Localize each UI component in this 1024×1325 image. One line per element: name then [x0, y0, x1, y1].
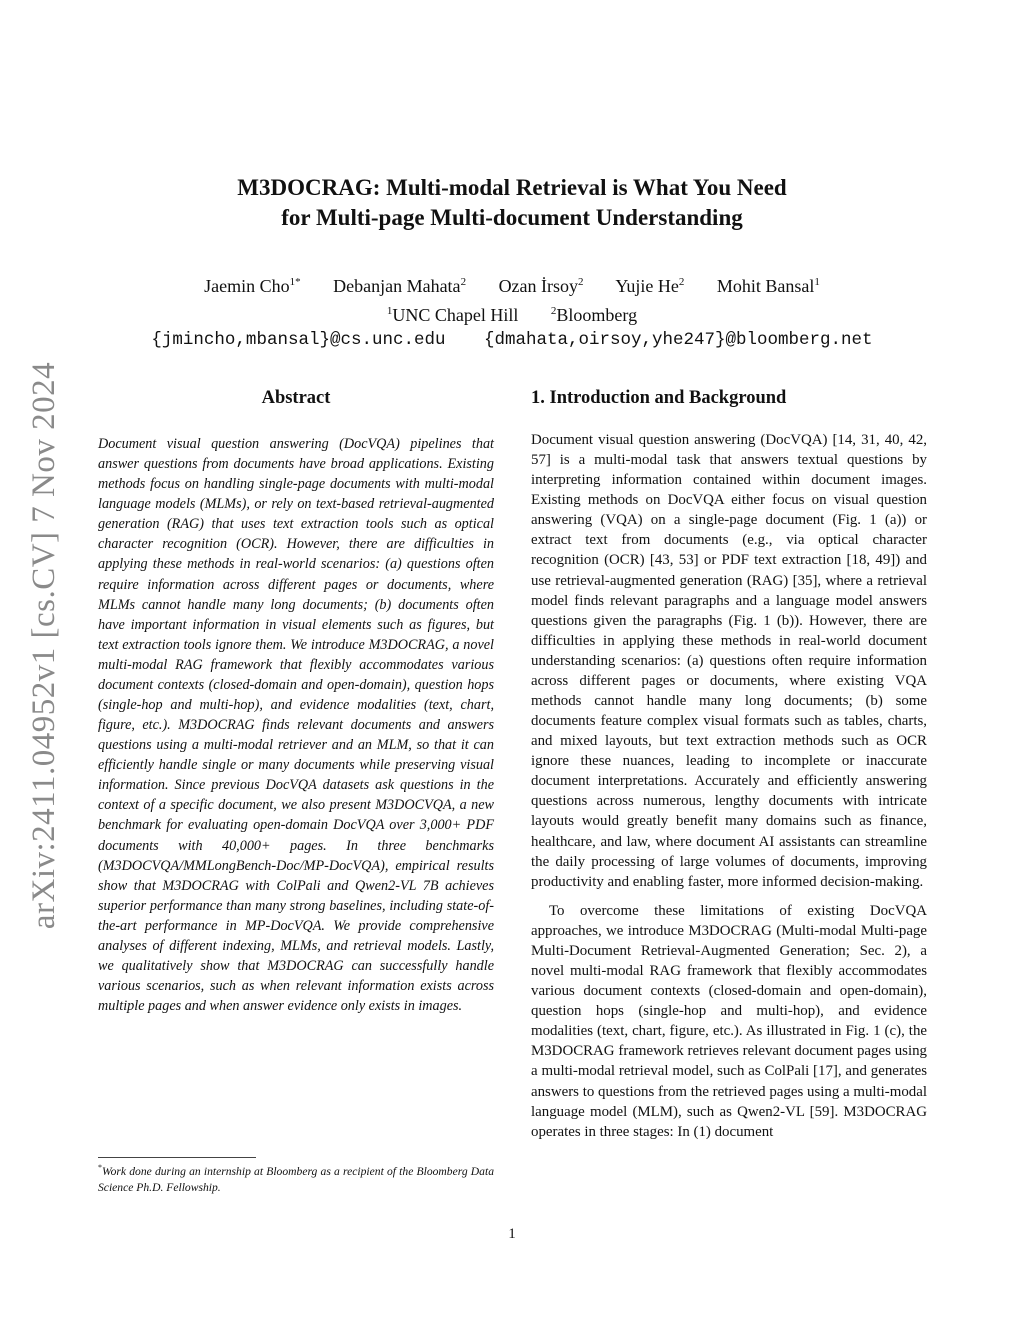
- footnote: [98, 1160, 494, 1197]
- affiliation-mark: 2: [550, 305, 557, 317]
- author-list: [80, 270, 944, 299]
- author-affiliation-mark: 2: [460, 276, 467, 288]
- affiliation-name: UNC Chapel Hill: [392, 305, 519, 325]
- paper-title: [80, 173, 944, 233]
- abstract-column: [98, 384, 494, 1016]
- footnote-marker: *: [98, 1163, 102, 1172]
- author-name: Mohit Bansal: [716, 276, 815, 296]
- affiliation-list: [80, 299, 944, 328]
- page-number: 1: [508, 1226, 516, 1242]
- title-line-1: M3DOCRAG: Multi-modal Retrieval is What You Need: [237, 175, 787, 200]
- author-affiliation-mark: 1: [814, 276, 820, 288]
- introduction-heading: 1. Introduction and Background: [531, 388, 787, 408]
- abstract-text: Document visual question answering (DocVQA) pipelines that answer questions from documents have broad applications. Existing methods focus on handling single-page documents with multi-modal language models (MLMs), or rely on text-based retrieval-augmented generation (RAG) that uses text extraction tools such as optical character recognition (OCR). However, there are difficulties in applying these methods in real-world scenarios: (a) questions often require information across different pages or documents, where MLMs cannot handle many long documents; (b) documents often have important information in visual elements such as figures, but text extraction tools ignore them. We introduce M3DOCRAG, a novel multi-modal RAG framework that flexibly accommodates various document contexts (closed-domain and open-domain), question hops (single-hop and multi-hop), and evidence modalities (text, chart, figure, etc.). M3DOCRAG finds relevant documents and answers questions using a multi-modal retriever and an MLM, so that it can efficiently handle single or many documents while preserving visual information. Since previous DocVQA datasets ask questions in the context of a specific document, we also present M3DOCVQA, a new benchmark for evaluating open-domain DocVQA over 3,000+ PDF documents with 40,000+ pages. In three benchmarks (M3DOCVQA/MMLongBench-Doc/MP-DocVQA), empirical results show that M3DOCRAG with ColPali and Qwen2-VL 7B achieves superior performance than many strong baselines, including state-of-the-art performance in MP-DocVQA. We provide comprehensive analyses of different indexing, MLMs, and retrieval models. Lastly, we qualitatively show that M3DOCRAG can successfully handle various scenarios, such as when relevant information exists across multiple pages and when answer evidence only exists in images.: [98, 436, 494, 1015]
- footnote-divider: [98, 1157, 256, 1158]
- affiliation-mark: 1: [386, 305, 393, 317]
- author-name: Yujie He: [615, 276, 679, 296]
- email-list: [80, 328, 944, 353]
- email-unc: {jmincho,mbansal}@cs.unc.edu: [151, 330, 446, 350]
- author-affiliation-mark: 2: [678, 276, 685, 288]
- introduction-paragraph-2: To overcome these limitations of existing DocVQA approaches, we introduce M3DOCRAG (Multi-modal Multi-page Multi-Document Retrieval-Augmented Generation; Sec. 2), a novel multi-modal RAG framework that flexibly accommodates various document contexts (closed-domain and open-domain), question hops (single-hop and multi-hop), and evidence modalities (text, chart, figure, etc.). As illustrated in Fig. 1 (c), the M3DOCRAG framework retrieves relevant document pages using a multi-modal retrieval model, such as ColPali [17], and generates answers to questions from the retrieved pages using a multi-modal language model (MLM), such as Qwen2-VL [59]. M3DOCRAG operates in three stages: In (1) document: [531, 902, 927, 1140]
- affiliation-name: Bloomberg: [556, 305, 638, 325]
- introduction-column: [531, 384, 927, 1142]
- arxiv-sidebar: [20, 355, 70, 935]
- author-name: Ozan İrsoy: [498, 276, 579, 296]
- arxiv-identifier: arXiv:2411.04952v1 [cs.CV] 7 Nov 2024: [26, 361, 63, 929]
- footnote-text: Work done during an internship at Bloomberg as a recipient of the Bloomberg Data Science Ph.D. Fellowship.: [98, 1164, 494, 1195]
- author-affiliation-mark: 2: [578, 276, 584, 288]
- title-line-2: for Multi-page Multi-document Understanding: [281, 205, 743, 230]
- introduction-paragraph-1: Document visual question answering (DocVQA) [14, 31, 40, 42, 57] is a multi-modal task that answers textual questions by interpreting information contained within document images. Existing methods on DocVQA either focus on visual question answering (VQA) on a single-page document (Fig. 1 (a)) or extract text from documents (e.g., via optical character recognition (OCR) [43, 53] or PDF text extraction [18, 49]) and use retrieval-augmented generation (RAG) [35], where a retrieval model finds relevant paragraphs and a language model answers questions given the paragraphs (Fig. 1 (b)). However, there are difficulties in applying these methods in real-world document understanding scenarios: (a) questions often require information across different pages or documents, where existing VQA methods cannot handle many long documents; (b) some documents feature complex visual formats such as tables, charts, and mixed layouts, but text extraction methods such as OCR ignore these nuances, leading to incomplete or inaccurate document interpretations. Accurately and efficiently answering questions across numerous, lengthy documents with intricate layouts would greatly benefit many domains such as finance, healthcare, and law, where document AI assistants can streamline the daily processing of large volumes of documents, improving productivity and enabling faster, more informed decision-making.: [531, 432, 927, 890]
- author-affiliation-mark: 1*: [289, 276, 301, 288]
- author-name: Jaemin Cho: [204, 276, 290, 296]
- author-block: [80, 270, 944, 353]
- email-bloomberg: {dmahata,oirsoy,yhe247}@bloomberg.net: [484, 330, 873, 350]
- abstract-heading: Abstract: [261, 388, 331, 408]
- author-name: Debanjan Mahata: [333, 276, 461, 296]
